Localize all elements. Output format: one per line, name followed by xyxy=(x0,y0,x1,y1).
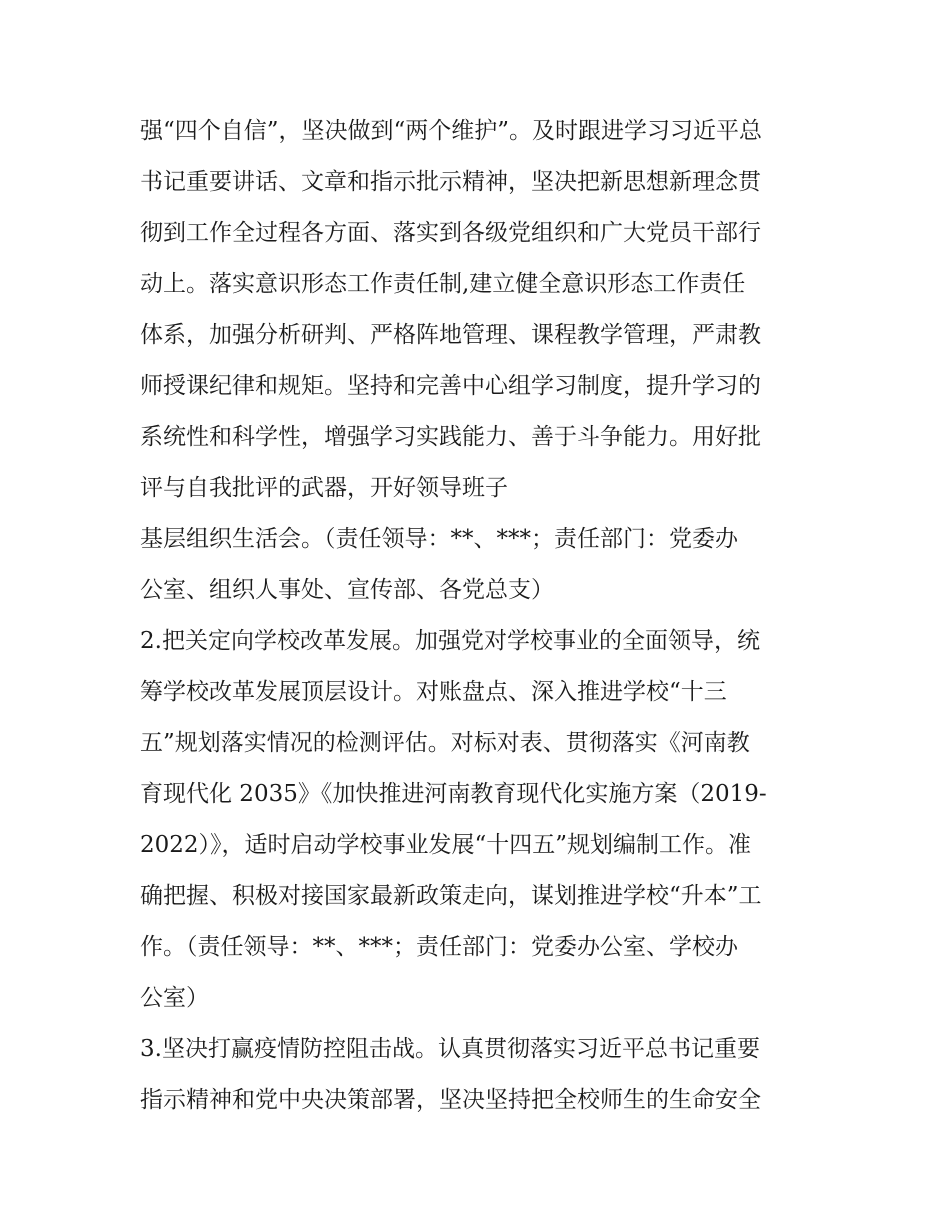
text-line: 五”规划落实情况的检测评估。对标对表、贯彻落实《河南教 xyxy=(140,730,750,756)
text-line: 动上。落实意识形态工作责任制,建立健全意识形态工作责任 xyxy=(140,271,746,297)
text-line: 2022）》，适时启动学校事业发展“十四五”规划编制工作。准 xyxy=(140,832,752,858)
text-line: 作。（责任领导：**、***；责任部门：党委办公室、学校办 xyxy=(140,934,738,960)
text-line: 体系，加强分析研判、严格阵地管理、课程教学管理，严肃教 xyxy=(140,322,761,348)
text-line: 师授课纪律和规矩。坚持和完善中心组学习制度，提升学习的 xyxy=(140,373,761,399)
text-line: 2.把关定向学校改革发展。加强党对学校事业的全面领导，统 xyxy=(140,628,760,654)
text-line: 评与自我批评的武器，开好领导班子 xyxy=(140,475,508,501)
text-line: 强“四个自信”，坚决做到“两个维护”。及时跟进学习习近平总 xyxy=(140,118,763,144)
text-line: 确把握、积极对接国家最新政策走向，谋划推进学校“升本”工 xyxy=(140,883,762,909)
text-line: 指示精神和党中央决策部署，坚决坚持把全校师生的生命安全 xyxy=(140,1087,761,1113)
text-line: 公室、组织人事处、宣传部、各党总支） xyxy=(140,577,554,603)
text-line: 系统性和科学性，增强学习实践能力、善于斗争能力。用好批 xyxy=(140,424,761,450)
text-line: 筹学校改革发展顶层设计。对账盘点、深入推进学校“十三 xyxy=(140,679,727,705)
text-line: 3.坚决打赢疫情防控阻击战。认真贯彻落实习近平总书记重要 xyxy=(140,1036,760,1062)
text-line: 彻到工作全过程各方面、落实到各级党组织和广大党员干部行 xyxy=(140,220,761,246)
text-line: 公室） xyxy=(140,985,209,1011)
text-line: 书记重要讲话、文章和指示批示精神，坚决把新思想新理念贯 xyxy=(140,169,761,195)
document-body xyxy=(140,106,830,1126)
text-line: 育现代化 2035》《加快推进河南教育现代化实施方案（2019- xyxy=(140,781,767,807)
text-line: 基层组织生活会。（责任领导：**、***；责任部门：党委办 xyxy=(140,526,738,552)
